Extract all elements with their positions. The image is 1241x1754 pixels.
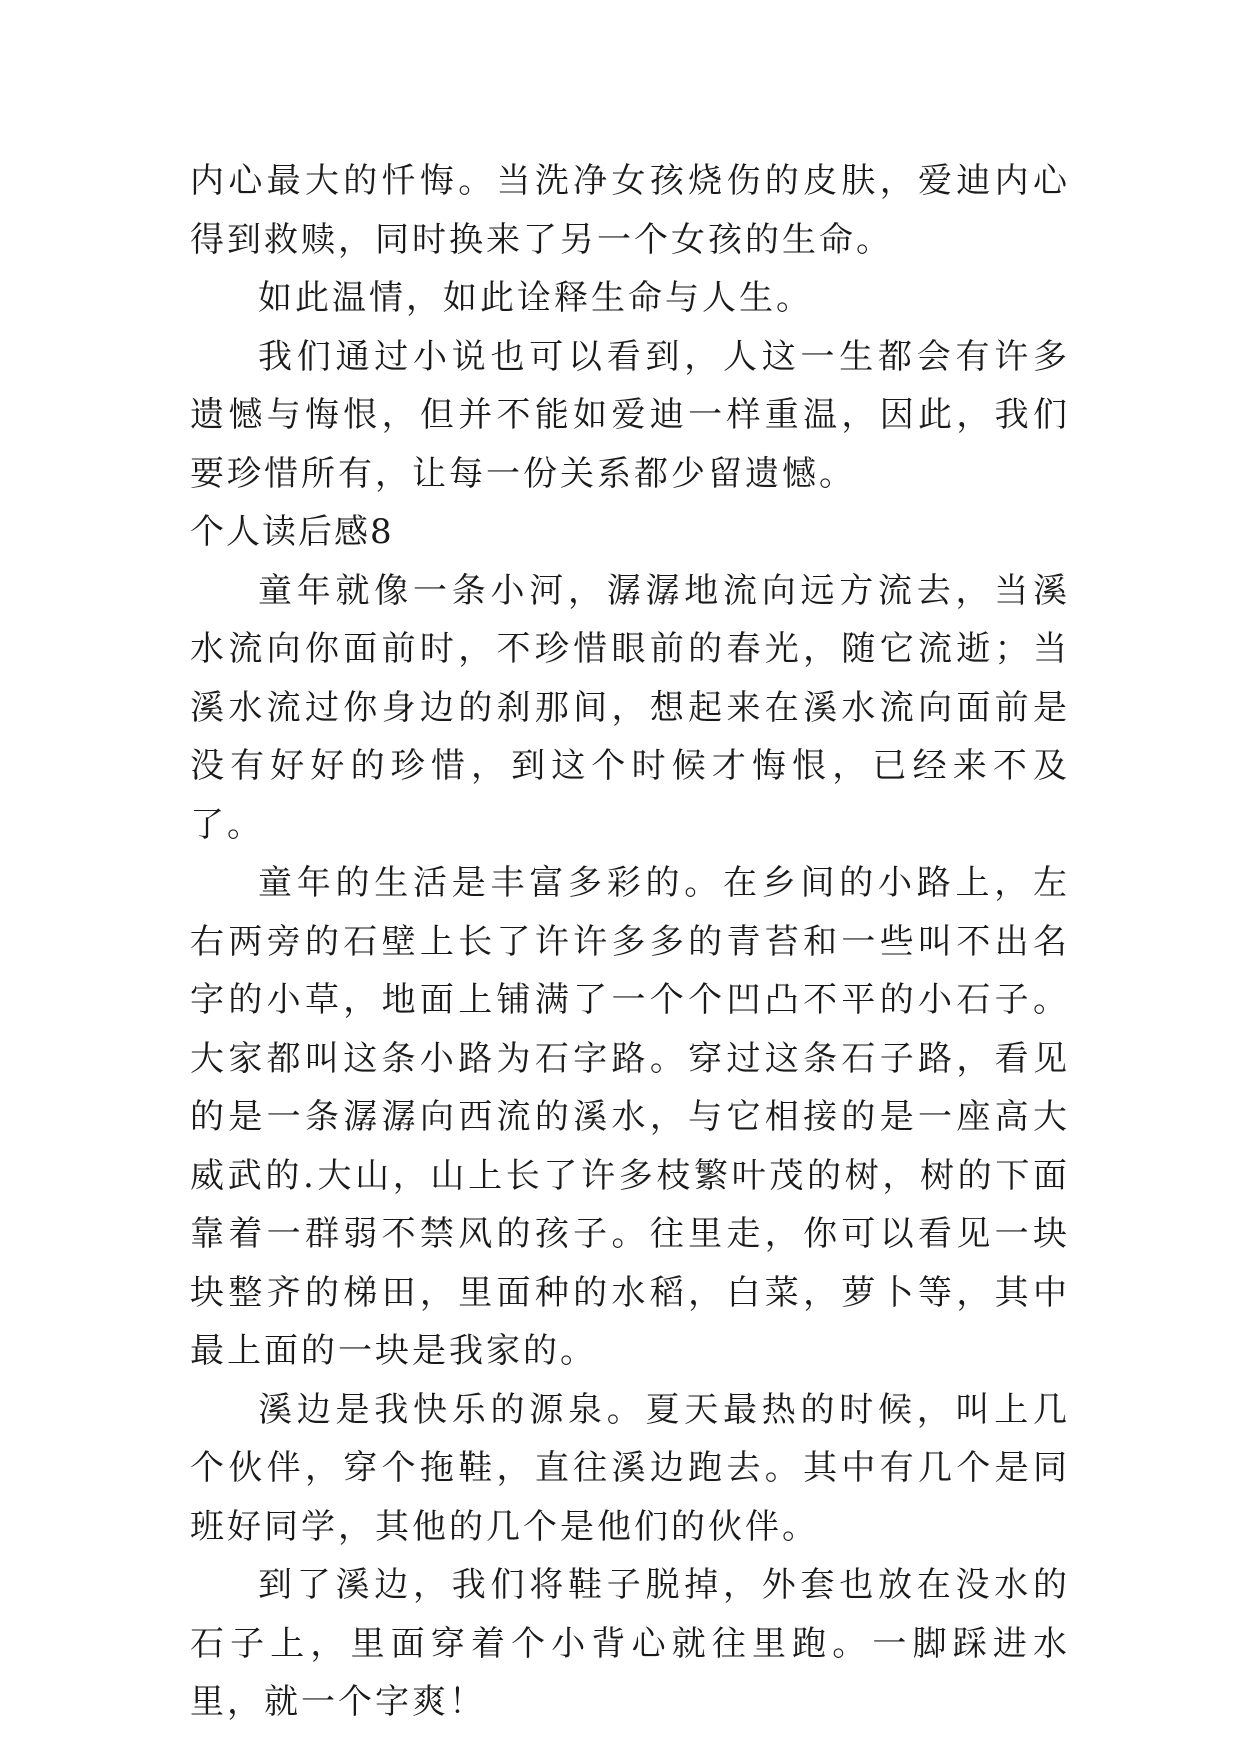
paragraph: 我们通过小说也可以看到，人这一生都会有许多遗憾与悔恨，但并不能如爱迪一样重温，因此，我们要珍惜所有，让每一份关系都少留遗憾。: [190, 336, 1070, 494]
paragraph: 童年就像一条小河，潺潺地流向远方流去，当溪水流向你面前时，不珍惜眼前的春光，随它流逝；当溪水流过你身边的刹那间，想起来在溪水流向面前是没有好好的珍惜，到这个时候才悔恨，已经来不及了。: [190, 570, 1070, 845]
paragraph: 童年的生活是丰富多彩的。在乡间的小路上，左右两旁的石壁上长了许许多多的青苔和一些叫不出名字的小草，地面上铺满了一个个凹凸不平的小石子。大家都叫这条小路为石字路。穿过这条石子路，看见的是一条潺潺向西流的溪水，与它相接的是一座高大威武的.大山，山上长了许多枝繁叶茂的树，树的下面靠着一群弱不禁风的孩子。往里走，你可以看见一块块整齐的梯田，里面种的水稻，白菜，萝卜等，其中最上面的一块是我家的。: [190, 863, 1070, 1371]
paragraph: 如此温情，如此诠释生命与人生。: [258, 278, 813, 318]
paragraph: 到了溪边，我们将鞋子脱掉，外套也放在没水的石子上，里面穿着个小背心就往里跑。一脚踩进水里，就一个字爽！: [190, 1565, 1070, 1722]
document-body: [190, 152, 1070, 1732]
paragraph-continued: 内心最大的忏悔。当洗净女孩烧伤的皮肤，爱迪内心得到救赎，同时换来了另一个女孩的生命。: [190, 161, 1070, 260]
paragraph: 溪边是我快乐的源泉。夏天最热的时候，叫上几个伙伴，穿个拖鞋，直往溪边跑去。其中有几个是同班好同学，其他的几个是他们的伙伴。: [190, 1389, 1070, 1547]
section-heading: 个人读后感8: [190, 512, 394, 552]
